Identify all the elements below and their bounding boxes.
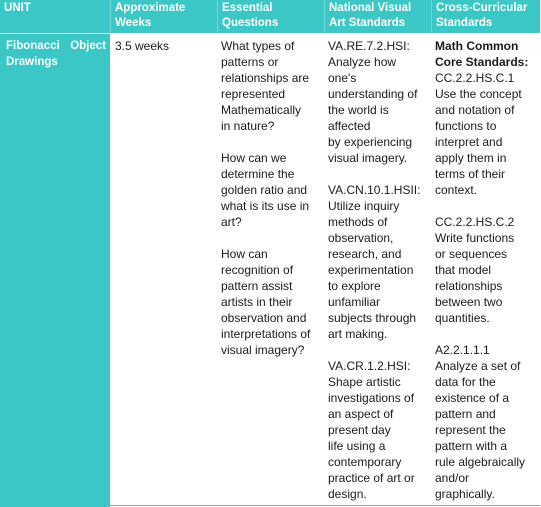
national-standard-line: VA.RE.7.2.HSI: — [328, 39, 410, 53]
cross-standard-line: quantities. — [435, 311, 490, 325]
cross-standard-line: A2.2.1.1.1 — [435, 343, 490, 357]
cross-standard-line: pattern with a — [435, 439, 508, 453]
cross-standard — [435, 342, 540, 502]
national-standard-line: VA.CN.10.1.HSII: — [328, 183, 421, 197]
question-line: Mathematically — [221, 103, 302, 117]
cross-standard-line: CC.2.2.HS.C.1 — [435, 71, 515, 85]
national-standard-line: investigations of — [328, 391, 415, 405]
header-cross-curricular: Cross-Curricular Standards — [431, 0, 540, 33]
national-standard-line: art making. — [328, 327, 388, 341]
cross-standard-line: existence of a — [435, 391, 510, 405]
national-standard-line: contemporary — [328, 455, 402, 469]
weeks-value: 3.5 weeks — [115, 39, 170, 53]
national-standard-line: by experiencing — [328, 135, 413, 149]
cross-heading — [435, 38, 540, 70]
national-standard-line: unfamiliar — [328, 295, 381, 309]
cross-standard — [435, 214, 540, 326]
cross-standard-line: rule algebraically — [435, 455, 526, 469]
unit-title-word-1: Fibonacci — [6, 40, 60, 52]
national-standard-line: experimentation — [328, 263, 414, 277]
question-line: patterns or — [221, 55, 279, 69]
national-standard — [328, 38, 431, 166]
cross-standard-line: Write functions — [435, 231, 515, 245]
question-line: in nature? — [221, 119, 275, 133]
cross-standard-line: and notation of — [435, 103, 515, 117]
cross-standard-line: terms of their — [435, 167, 506, 181]
cross-standard-line: and/or — [435, 471, 470, 485]
national-standard-line: Analyze how — [328, 55, 397, 69]
cross-standard-line: relationships — [435, 279, 503, 293]
national-standard-line: life using a — [328, 439, 386, 453]
cross-standard-line: apply them in — [435, 151, 507, 165]
national-standard — [328, 358, 431, 502]
national-standard-line: an aspect of — [328, 407, 394, 421]
national-standard-line: affected — [328, 119, 371, 133]
cross-standard-line: between two — [435, 295, 503, 309]
question-line: art? — [221, 215, 242, 229]
national-standard-line: to explore — [328, 279, 381, 293]
national-standard-line: observation, — [328, 231, 394, 245]
question-line: How can we — [221, 151, 287, 165]
unit-title-line-1 — [6, 38, 106, 54]
cross-standard-line: functions to — [435, 119, 497, 133]
cross-heading-line: Core Standards: — [435, 55, 529, 69]
national-standard-line: research, and — [328, 247, 402, 261]
question-line: represented — [221, 87, 286, 101]
cross-standards — [435, 70, 540, 502]
questions-cell — [217, 33, 324, 507]
unit-title-line-2: Drawings — [6, 56, 58, 68]
header-unit: UNIT — [0, 0, 110, 33]
question-line: What types of — [221, 39, 295, 53]
unit-cell — [0, 33, 110, 507]
cross-standard-line: context. — [435, 183, 478, 197]
question — [221, 150, 324, 230]
national-standard-line: methods of — [328, 215, 388, 229]
national-standard-line: design. — [328, 487, 367, 501]
question-line: observation and — [221, 311, 307, 325]
cross-standard-line: Use the concept — [435, 87, 522, 101]
cross-standard-line: represent the — [435, 423, 506, 437]
question-line: relationships are — [221, 71, 310, 85]
national-standard-line: Utilize inquiry — [328, 199, 400, 213]
question-line: interpretations of — [221, 327, 311, 341]
national-standard-line: understanding of — [328, 87, 418, 101]
national-standard-line: VA.CR.1.2.HSI: — [328, 359, 411, 373]
question-line: recognition of — [221, 263, 294, 277]
national-standard-line: subjects through — [328, 311, 417, 325]
cross-curricular-cell — [431, 33, 540, 507]
national-standard-line: one's — [328, 71, 357, 85]
cross-standard-line: pattern and — [435, 407, 496, 421]
national-standard-line: present day — [328, 423, 391, 437]
national-standard-line: the world is — [328, 103, 389, 117]
question-line: golden ratio and — [221, 183, 308, 197]
question-line: what is its use in — [221, 199, 310, 213]
question — [221, 38, 324, 134]
national-standard-line: Shape artistic — [328, 375, 401, 389]
unit-title-word-2: Object — [70, 40, 106, 52]
national-standard — [328, 182, 431, 342]
question-line: determine the — [221, 167, 295, 181]
cross-heading-line: Math Common — [435, 39, 519, 53]
national-standards-cell — [324, 33, 431, 507]
cross-standard-line: Analyze a set of — [435, 359, 521, 373]
header-essential-questions: Essential Questions — [217, 0, 324, 33]
question-line: How can — [221, 247, 268, 261]
national-standard-line: practice of art or — [328, 471, 415, 485]
cross-standard-line: interpret and — [435, 135, 503, 149]
table-bottom-rule — [110, 505, 540, 506]
cross-standard-line: graphically. — [435, 487, 495, 501]
question-line: pattern assist — [221, 279, 293, 293]
weeks-cell — [110, 33, 217, 507]
cross-standard-line: CC.2.2.HS.C.2 — [435, 215, 515, 229]
cross-standard-line: data for the — [435, 375, 496, 389]
cross-standard-line: that model — [435, 263, 492, 277]
cross-standard-line: or sequences — [435, 247, 508, 261]
header-national-standards: National Visual Art Standards — [324, 0, 431, 33]
question-line: artists in their — [221, 295, 293, 309]
question — [221, 246, 324, 358]
header-approximate-weeks: Approximate Weeks — [110, 0, 217, 33]
national-standard-line: visual imagery. — [328, 151, 408, 165]
cross-standard — [435, 70, 540, 198]
question-line: visual imagery? — [221, 343, 305, 357]
